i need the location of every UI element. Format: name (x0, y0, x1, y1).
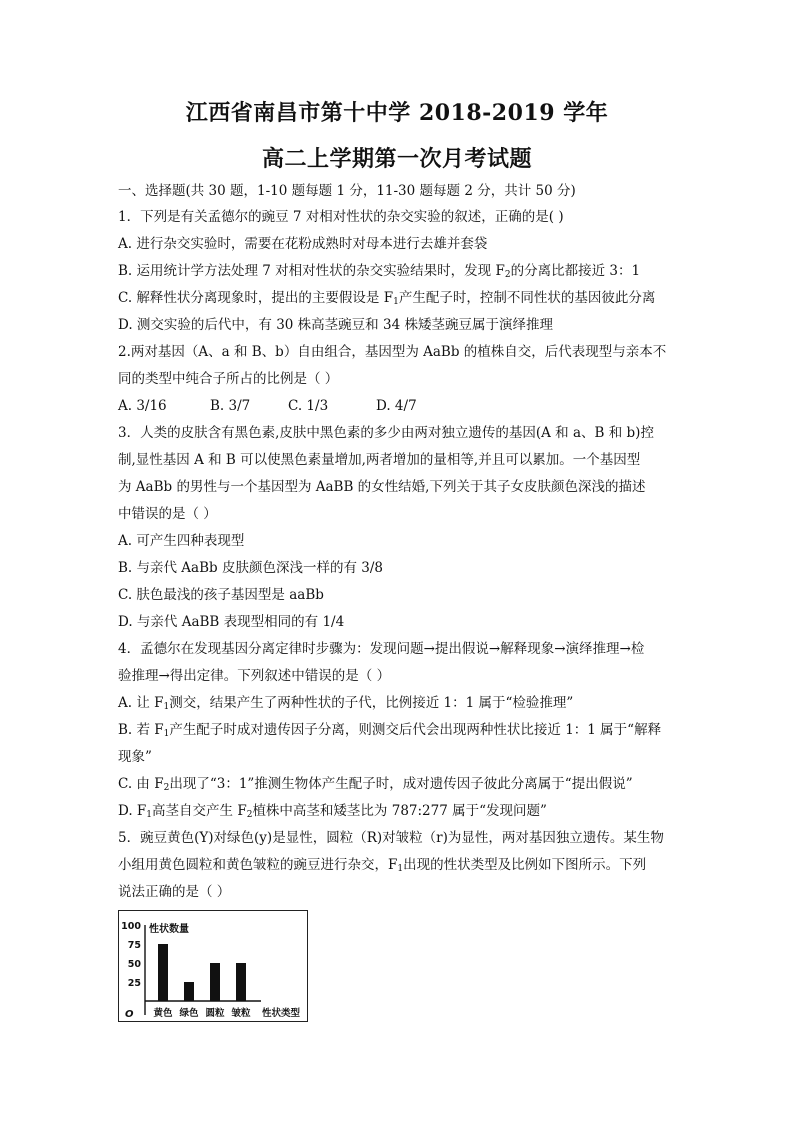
bar-黄色 (158, 944, 168, 1001)
q4-option-a (118, 694, 573, 712)
q2-option-d: D. 4/7 (376, 398, 417, 414)
y-tick-label: 100 (121, 921, 141, 932)
q1-option-c (118, 289, 655, 307)
q2-stem-line1: 2.两对基因（A、a 和 B、b）自由组合，基因型为 AaBb 的植株自交，后代表现型与亲本不 (118, 344, 667, 360)
q3-option-a: A. 可产生四种表现型 (118, 533, 245, 549)
q4-option-c-sub: 2 (163, 783, 170, 793)
q4-option-b (118, 721, 661, 739)
q4-option-d (118, 802, 547, 820)
q1-option-b-text: B. 运用统计学方法处理 7 对相对性状的杂交实验结果时，发现 F (118, 263, 505, 279)
q4-option-d-text-end: 植株中高茎和矮茎比为 787:277 属于“发现问题” (252, 803, 547, 819)
q3-option-b: B. 与亲代 AaBb 皮肤颜色深浅一样的有 3/8 (118, 560, 383, 576)
x-axis-label: 性状类型 (262, 1008, 301, 1019)
q1-option-c-text-end: 产生配子时，控制不同性状的基因彼此分离 (398, 290, 656, 306)
q1-option-d: D. 测交实验的后代中，有 30 株高茎豌豆和 34 株矮茎豌豆属于演绎推理 (118, 317, 553, 333)
q3-option-c: C. 肤色最浅的孩子基因型是 aaBb (118, 587, 324, 603)
q2-option-a: A. 3/16 (118, 398, 167, 414)
q5-stem-line2-text: 小组用黄色圆粒和黄色皱粒的豌豆进行杂交，F (118, 857, 398, 873)
q4-option-d-text: D. F (118, 803, 147, 819)
origin-label: O (125, 1009, 134, 1020)
q4-option-a-sub: 1 (163, 702, 170, 712)
q3-option-d: D. 与亲代 AaBB 表现型相同的有 1/4 (118, 614, 345, 630)
q4-option-c (118, 775, 633, 793)
q1-option-c-text: C. 解释性状分离现象时，提出的主要假设是 F (118, 290, 394, 306)
q3-stem-line2: 制,显性基因 A 和 B 可以使黑色素量增加,两者增加的量相等,并且可以累加。一个基因型 (118, 452, 641, 468)
chart-title: 性状数量 (149, 924, 189, 935)
q2-option-c: C. 1/3 (288, 398, 329, 414)
q5-stem-line2-text-end: 出现的性状类型及比例如下图所示。下列 (403, 857, 647, 873)
exam-title: 江西省南昌市第十中学 2018-2019 学年 (185, 100, 609, 126)
q1-option-a: A. 进行杂交实验时，需要在花粉成熟时对母本进行去雄并套袋 (118, 236, 488, 252)
q4-option-d-text-mid: 高茎自交产生 F (152, 803, 247, 819)
q5-stem-line2-sub: 1 (397, 864, 404, 874)
q4-option-b-text-end: 产生配子时成对遗传因子分离，则测交后代会出现两种性状比接近 1：1 属于“解释 (169, 722, 662, 738)
q4-stem-line2: 验推理→得出定律。下列叙述中错误的是（ ） (118, 668, 391, 684)
category-label: 绿色 (179, 1008, 199, 1019)
y-tick-label: 25 (127, 978, 141, 989)
y-tick-label: 75 (127, 940, 141, 951)
q1-option-b-sub: 2 (504, 270, 511, 280)
q1-option-b-text-end: 的分离比都接近 3：1 (510, 263, 641, 279)
y-tick-label: 50 (127, 959, 141, 970)
q2-stem-line2: 同的类型中纯合子所占的比例是（ ） (118, 371, 339, 387)
q5-stem-line3: 说法正确的是（ ） (118, 884, 231, 900)
q1-option-b (118, 262, 640, 280)
q4-option-b-continued: 现象” (118, 749, 152, 765)
exam-subtitle: 高二上学期第一次月考试题 (261, 146, 532, 172)
q4-option-b-sub: 1 (163, 729, 170, 739)
q3-stem-line1: 3．人类的皮肤含有黑色素,皮肤中黑色素的多少由两对独立遗传的基因(A 和 a、B 和 b)控 (118, 425, 654, 441)
q4-option-b-text: B. 若 F (118, 722, 164, 738)
q3-stem-line4: 中错误的是（ ） (118, 506, 217, 522)
category-label: 圆粒 (205, 1008, 225, 1019)
q5-stem-line1: 5．豌豆黄色(Y)对绿色(y)是显性，圆粒（R)对皱粒（r)为显性，两对基因独立遗传。某生物 (118, 830, 664, 846)
q4-option-a-text: A. 让 F (118, 695, 164, 711)
bar-圆粒 (210, 963, 220, 1001)
q1-option-c-sub: 1 (393, 297, 399, 307)
bar-皱粒 (236, 963, 246, 1001)
q2-option-b: B. 3/7 (210, 398, 251, 414)
section-heading: 一、选择题(共 30 题，1-10 题每题 1 分，11-30 题每题 2 分，共计 50 分) (118, 183, 576, 199)
trait-bar-chart (118, 910, 308, 1022)
q4-option-d-sub2: 2 (246, 810, 253, 820)
category-label: 黄色 (153, 1008, 173, 1019)
q4-stem-line1: 4．孟德尔在发现基因分离定律时步骤为：发现问题→提出假说→解释现象→演绎推理→检 (118, 641, 645, 657)
q4-option-c-text: C. 由 F (118, 776, 164, 792)
q1-stem: 1．下列是有关孟德尔的豌豆 7 对相对性状的杂交实验的叙述，正确的是( ) (118, 209, 564, 225)
chart-svg (119, 911, 307, 1021)
q5-stem-line2 (118, 856, 646, 874)
q4-option-c-text-end: 出现了“3：1”推测生物体产生配子时，成对遗传因子彼此分离属于“提出假说” (169, 776, 633, 792)
q4-option-d-sub1: 1 (146, 810, 153, 820)
q3-stem-line3: 为 AaBb 的男性与一个基因型为 AaBB 的女性结婚,下列关于其子女皮肤颜色深浅的描述 (118, 479, 646, 495)
category-label: 皱粒 (231, 1008, 251, 1019)
bar-绿色 (184, 982, 194, 1001)
q4-option-a-text-end: 测交，结果产生了两种性状的子代，比例接近 1：1 属于“检验推理” (169, 695, 574, 711)
